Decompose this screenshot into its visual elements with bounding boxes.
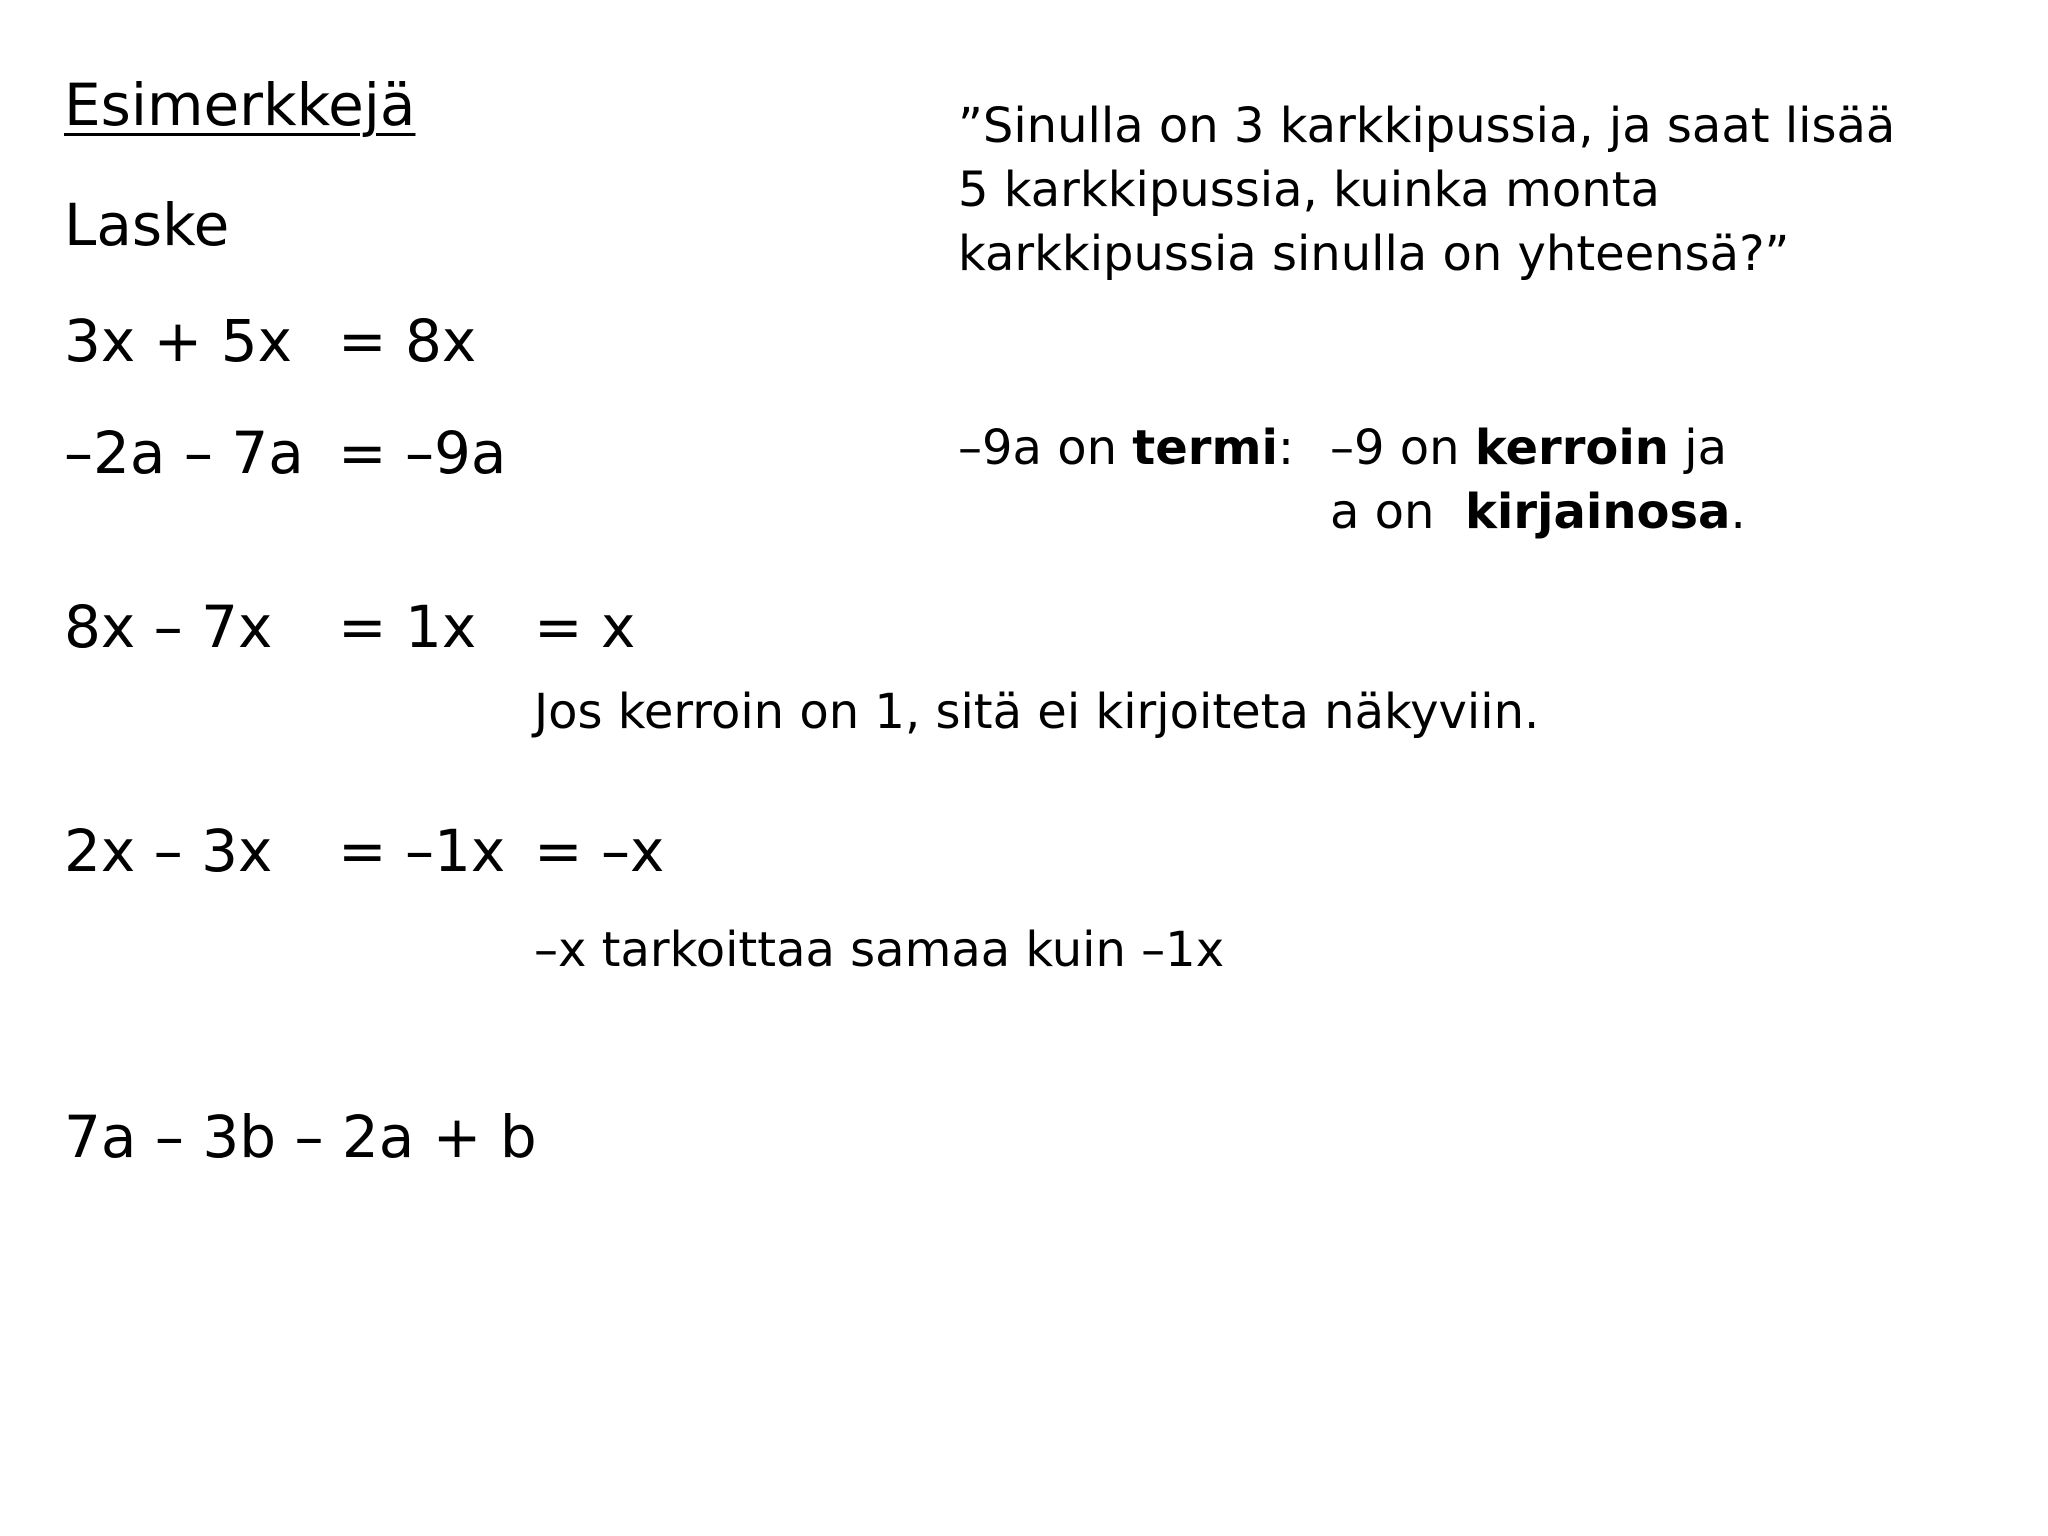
equation-4-step1: = –1x (338, 817, 506, 885)
term-note-letter-part (1330, 484, 1746, 540)
letter-prefix: a on (1330, 484, 1465, 540)
term-note-coefficient (1330, 420, 1727, 476)
coef-word: kerroin (1474, 420, 1669, 476)
equation-4-lhs: 2x – 3x (64, 817, 273, 885)
coef-suffix: ja (1668, 420, 1727, 476)
note-minus-one: –x tarkoittaa samaa kuin –1x (534, 922, 1225, 978)
letter-suffix: . (1730, 484, 1746, 540)
term-word: termi (1132, 420, 1278, 476)
instruction-text: Laske (64, 191, 230, 259)
equation-2-lhs: –2a – 7a (64, 419, 304, 487)
equation-3-lhs: 8x – 7x (64, 593, 273, 661)
note-coefficient-one: Jos kerroin on 1, sitä ei kirjoiteta näkyviin. (534, 684, 1540, 740)
equation-1-lhs: 3x + 5x (64, 307, 292, 375)
quote-line-2: 5 karkkipussia, kuinka monta (958, 162, 1660, 218)
quote-line-3: karkkipussia sinulla on yhteensä?” (958, 226, 1790, 282)
equation-2-step1: = –9a (338, 419, 507, 487)
slide-heading: Esimerkkejä (64, 71, 416, 139)
term-colon: : (1277, 420, 1295, 476)
quote-line-1: ”Sinulla on 3 karkkipussia, ja saat lisää (958, 98, 1896, 154)
equation-5-lhs: 7a – 3b – 2a + b (64, 1103, 537, 1171)
equation-4-step2: = –x (534, 817, 665, 885)
term-note-line-1 (958, 420, 1295, 476)
equation-1-step1: = 8x (338, 307, 477, 375)
equation-3-step2: = x (534, 593, 636, 661)
letter-word: kirjainosa (1464, 484, 1731, 540)
equation-3-step1: = 1x (338, 593, 477, 661)
term-prefix: –9a on (958, 420, 1133, 476)
coef-prefix: –9 on (1330, 420, 1475, 476)
